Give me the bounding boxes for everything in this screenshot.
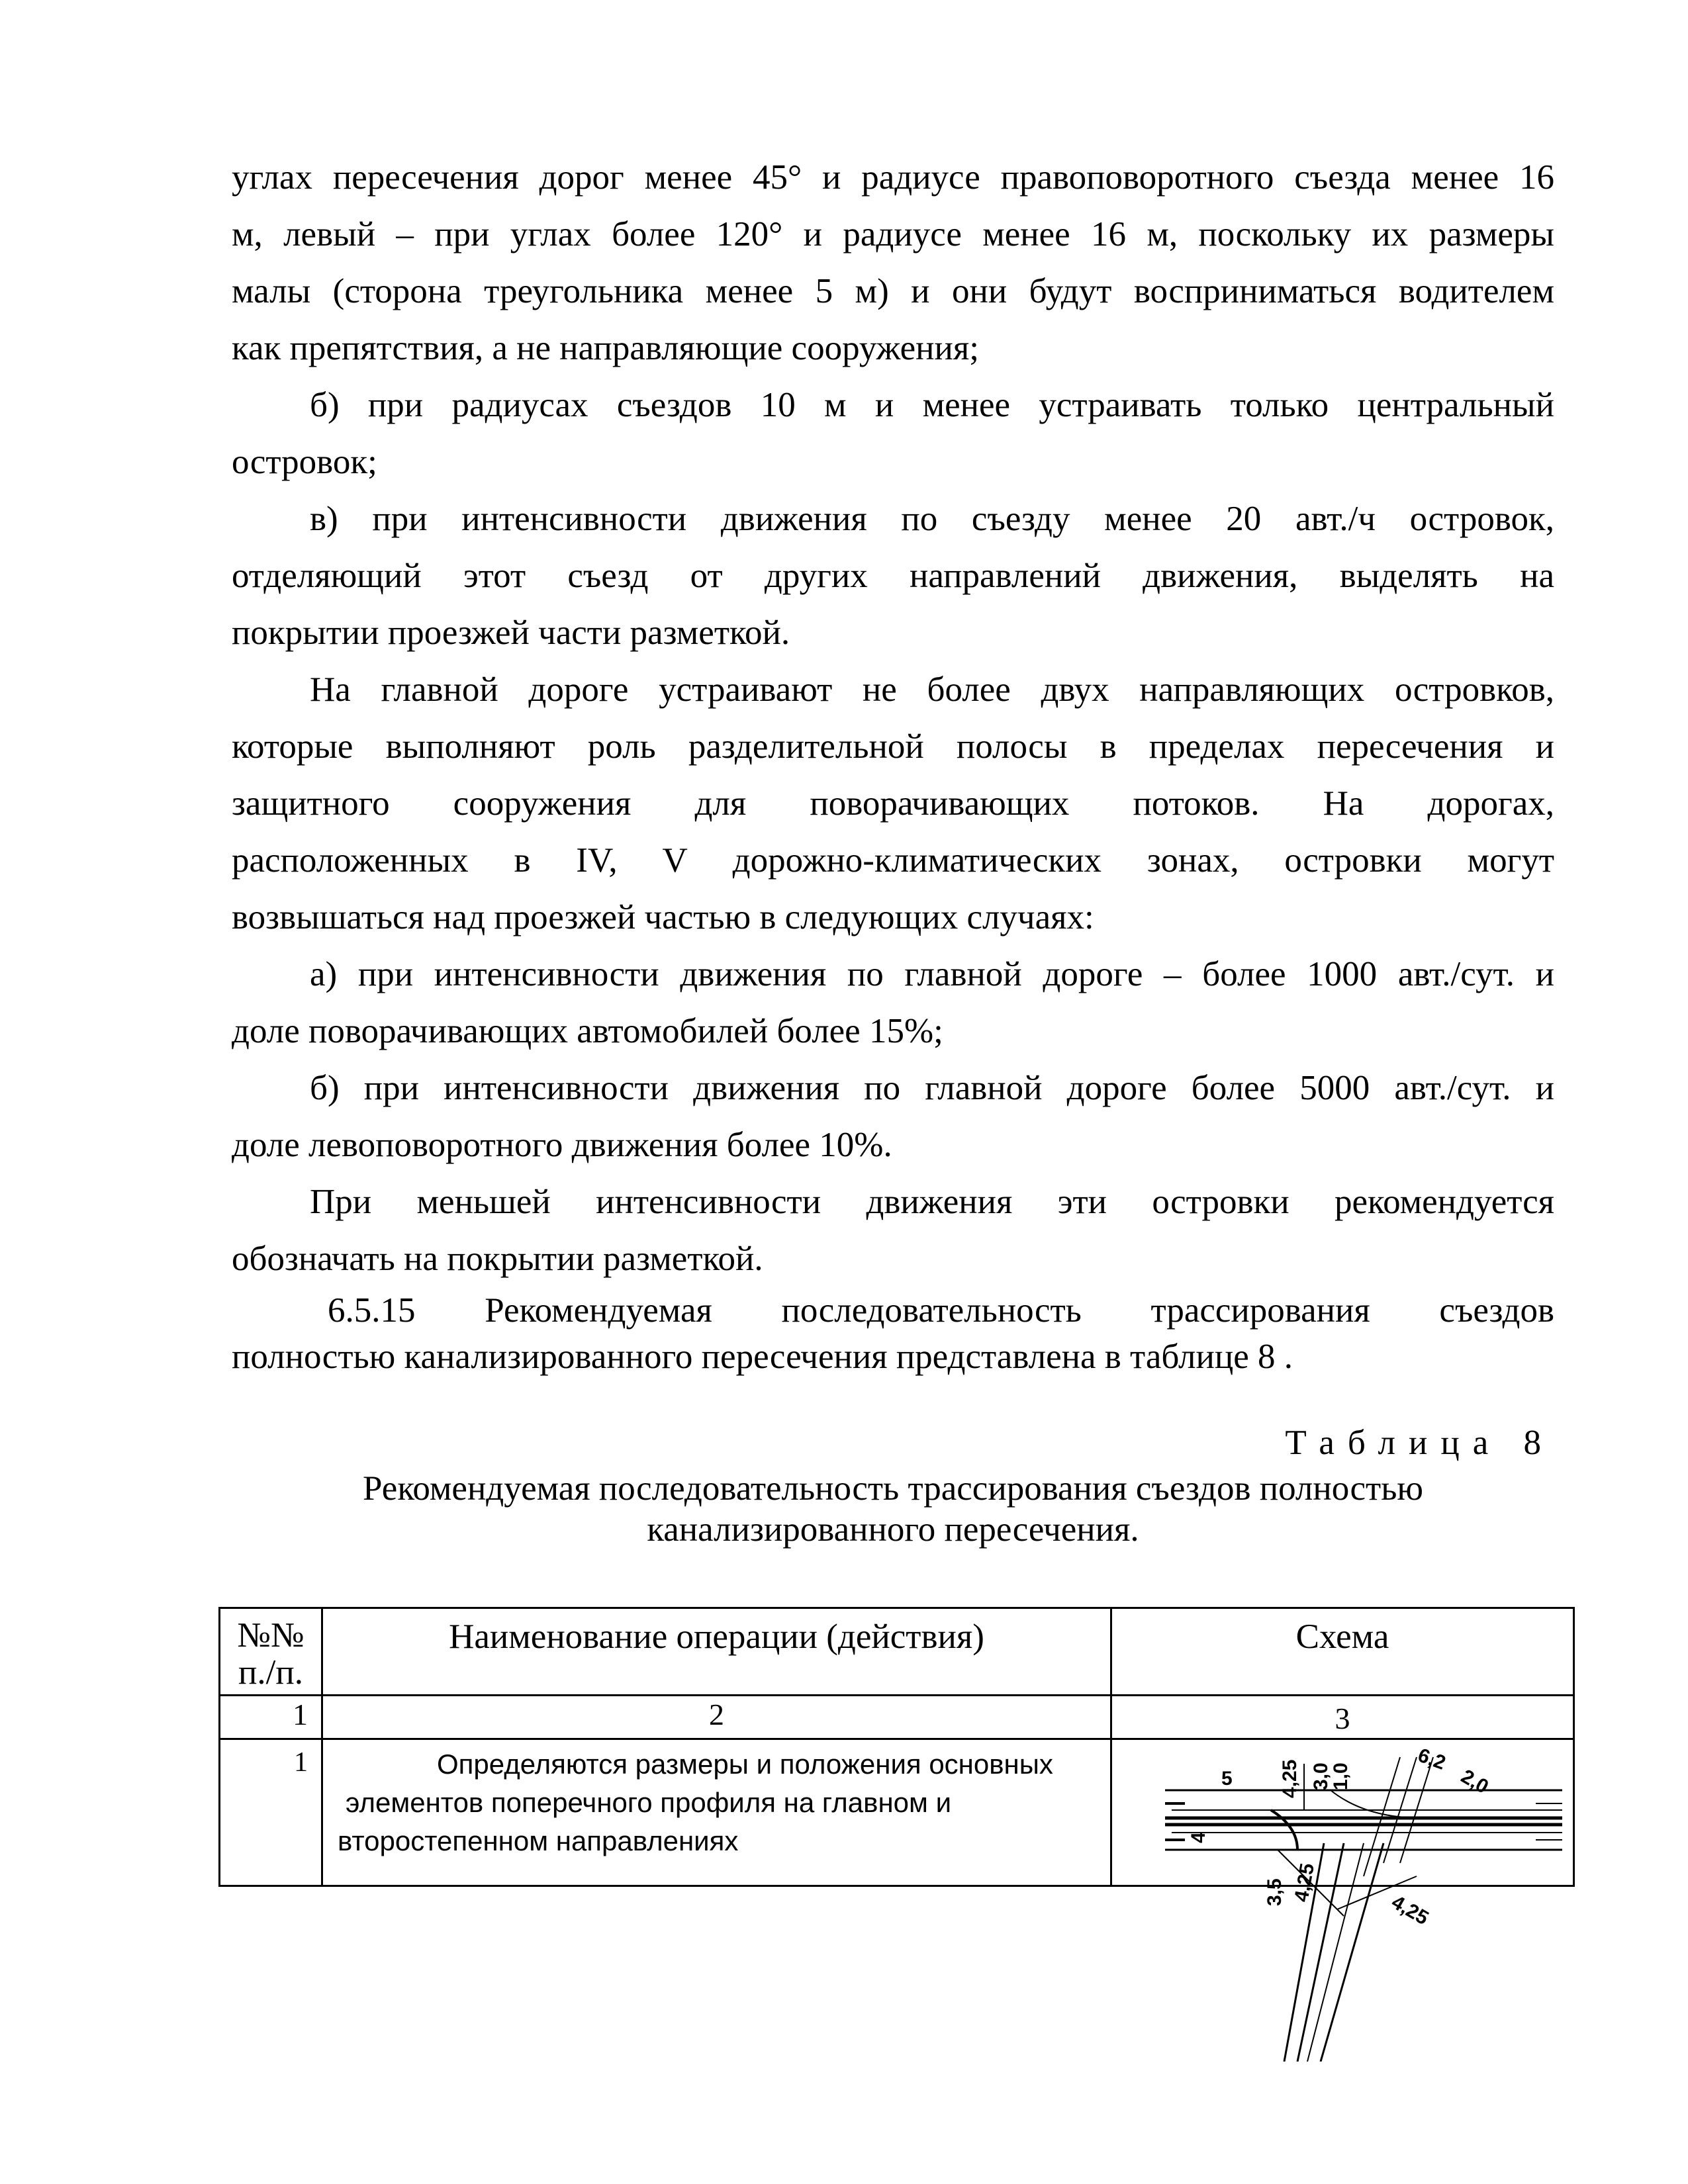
scheme-label: 3,5 <box>1264 1878 1286 1906</box>
text-line: б) при интенсивности движения по главной дороге более 5000 авт./сут. и <box>310 1069 1554 1107</box>
paragraph-lower-intensity <box>232 1173 1554 1287</box>
column-number: 3 <box>1111 1696 1574 1739</box>
scheme-label: 2,0 <box>1457 1765 1493 1798</box>
paragraph-item-a <box>232 946 1554 1060</box>
intersection-scheme-drawing <box>1165 1744 1562 2062</box>
header-scheme: Схема <box>1111 1608 1574 1696</box>
text-line: углах пересечения дорог менее 45° и радиусе правоповоротного съезда менее 16 <box>232 158 1554 197</box>
paragraph-6-5-15 <box>232 1287 1554 1380</box>
table-title-line: Рекомендуемая последовательность трассирования съездов полностью <box>363 1469 1423 1508</box>
text-line: как препятствия, а не направляющие сооружения; <box>232 329 979 367</box>
text-line: отделяющий этот съезд от других направлений движения, выделять на <box>232 557 1554 595</box>
text-line: доле поворачивающих автомобилей более 15%; <box>232 1012 943 1050</box>
column-number-row <box>220 1696 1574 1739</box>
text-line: доле левоповоротного движения более 10%. <box>232 1126 892 1164</box>
column-number: 2 <box>322 1696 1111 1739</box>
text-line: обозначать на покрытии разметкой. <box>232 1240 763 1278</box>
header-num <box>220 1608 322 1696</box>
text-line: островок; <box>232 443 377 481</box>
row-number: 1 <box>220 1739 322 1886</box>
text-line: которые выполняют роль разделительной полосы в пределах пересечения и <box>232 727 1554 766</box>
text-line: защитного сооружения для поворачивающих потоков. На дорогах, <box>232 784 1554 823</box>
scheme-label: 1,0 <box>1330 1762 1352 1790</box>
operation-line: Определяются размеры и положения основных <box>437 1749 1053 1780</box>
paragraph-item-b <box>232 377 1554 490</box>
header-num-line2: п./п. <box>238 1653 303 1692</box>
table-header-row <box>220 1608 1574 1696</box>
text-line: а) при интенсивности движения по главной дороге – более 1000 авт./сут. и <box>310 955 1554 993</box>
paragraph-item-b2 <box>232 1060 1554 1173</box>
scheme-label: 4,25 <box>1387 1891 1432 1930</box>
scheme-label: 4,25 <box>1279 1759 1301 1798</box>
header-num-line1: №№ <box>237 1616 305 1655</box>
text-line: малы (сторона треугольника менее 5 м) и они будут восприниматься водителем <box>232 272 1554 310</box>
paragraph-main-road <box>232 661 1554 946</box>
scheme-label: 5 <box>1221 1768 1233 1790</box>
text-line: м, левый – при углах более 120° и радиусе менее 16 м, поскольку их размеры <box>232 215 1554 253</box>
table-title-line: канализированного пересечения. <box>647 1510 1139 1549</box>
scheme-label: 3,0 <box>1310 1762 1332 1790</box>
text-line: расположенных в IV, V дорожно-климатических зонах, островки могут <box>232 841 1554 880</box>
operation-cell <box>322 1739 1111 1886</box>
text-line: покрытии проезжей части разметкой. <box>232 614 790 652</box>
text-line: полностью канализированного пересечения представлена в таблице 8 . <box>232 1338 1293 1376</box>
text-line: в) при интенсивности движения по съезду менее 20 авт./ч островок, <box>310 500 1554 538</box>
column-number: 1 <box>220 1696 322 1739</box>
operation-line: второстепенном направлениях <box>338 1825 739 1856</box>
text-line: 6.5.15 Рекомендуемая последовательность трассирования съездов <box>328 1291 1554 1330</box>
table-number: Таблица 8 <box>1285 1424 1554 1462</box>
scheme-label: 6,2 <box>1415 1744 1449 1774</box>
paragraph-continuation <box>232 149 1554 377</box>
scheme-label: 4,25 <box>1290 1861 1319 1904</box>
operation-line: элементов поперечного профиля на главном и <box>346 1787 952 1818</box>
main-road-lines <box>1165 1790 1562 1850</box>
text-line: На главной дороге устраивают не более двух направляющих островков, <box>310 670 1554 709</box>
header-operation: Наименование операции (действия) <box>322 1608 1111 1696</box>
scheme-label: 4 <box>1188 1832 1209 1843</box>
scheme-labels <box>1188 1745 1492 1930</box>
text-line: возвышаться над проезжей частью в следующих случаях: <box>232 898 1094 936</box>
text-line: б) при радиусах съездов 10 м и менее устраивать только центральный <box>310 386 1554 424</box>
text-line: При меньшей интенсивности движения эти островки рекомендуется <box>310 1183 1554 1221</box>
paragraph-item-v <box>232 490 1554 661</box>
